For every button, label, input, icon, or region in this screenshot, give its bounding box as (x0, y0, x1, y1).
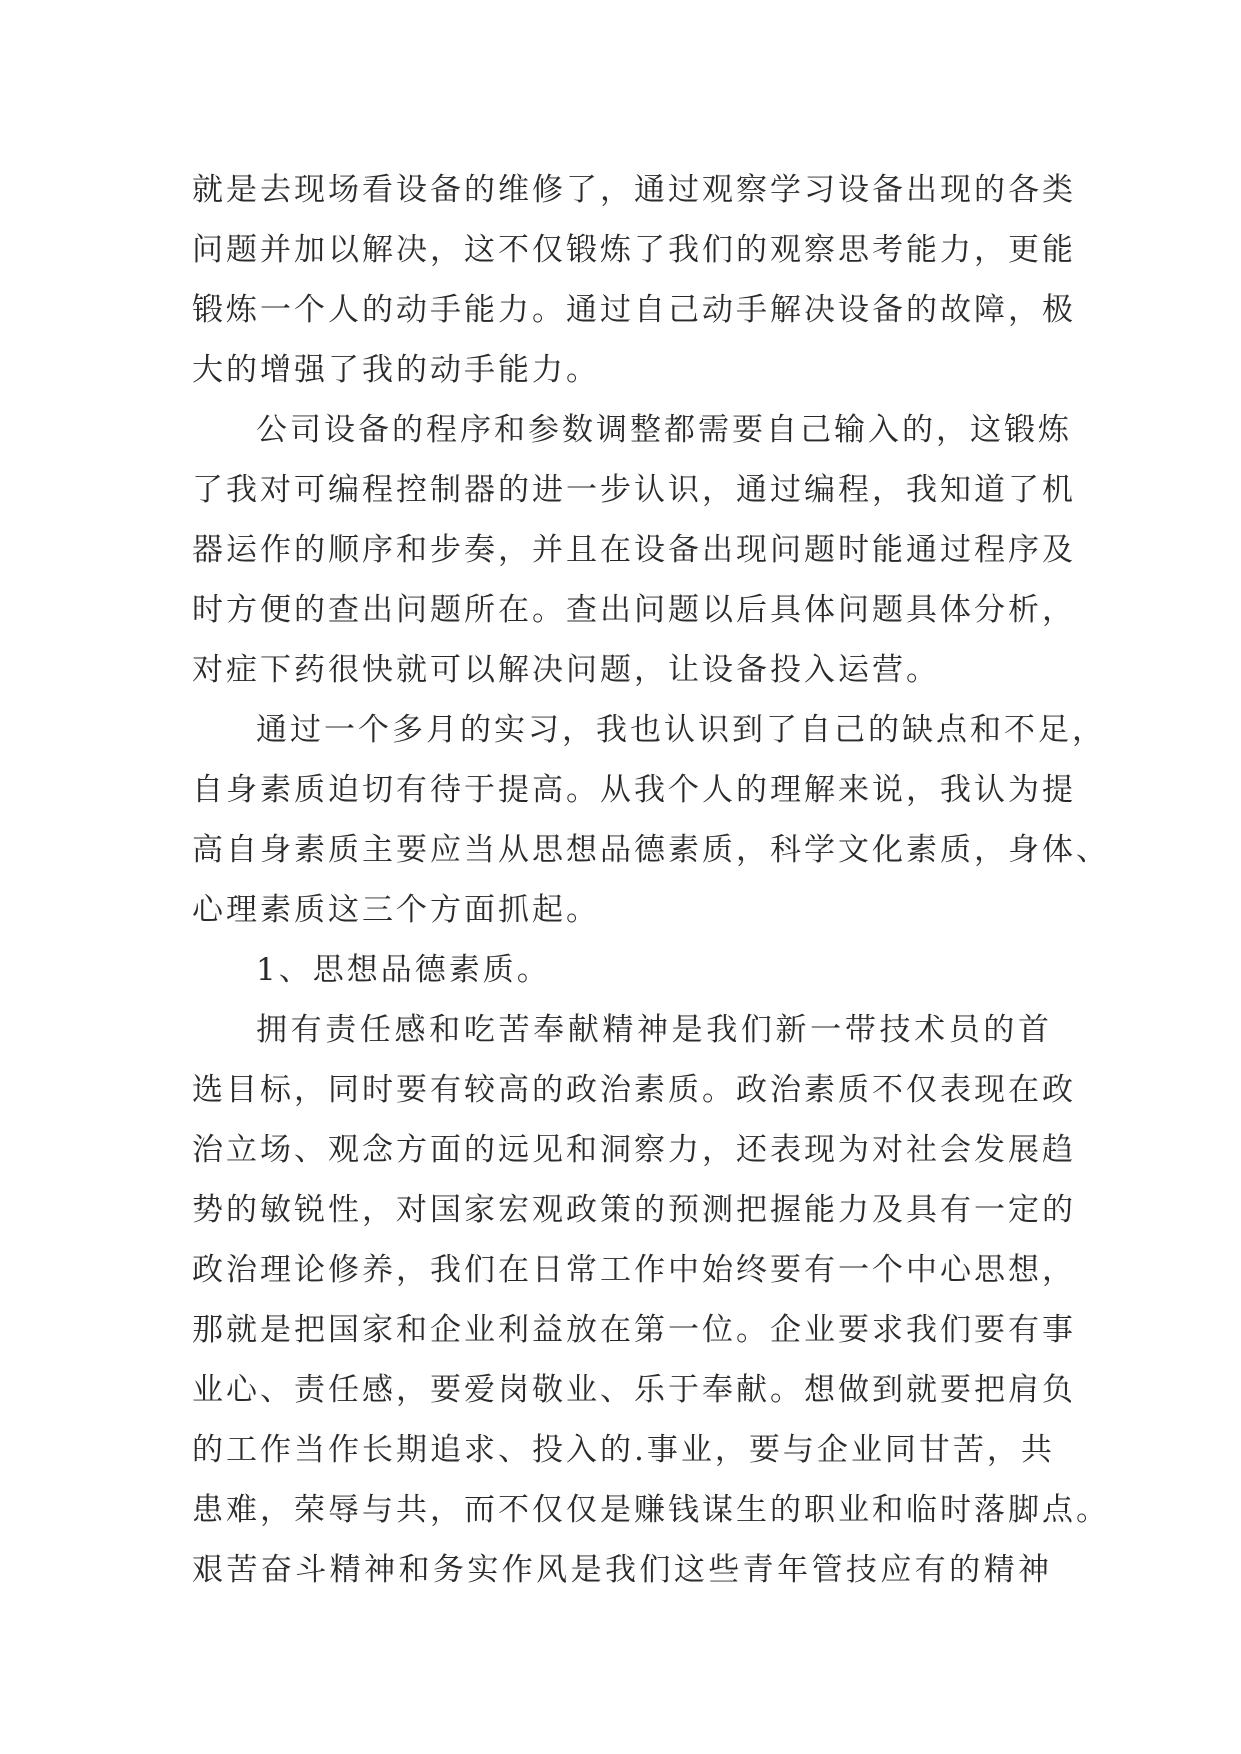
text-line-9: 对症下药很快就可以解决问题，让设备投入运营。 (192, 652, 940, 688)
text-line-18: 势的敏锐性，对国家宏观政策的预测把握能力及具有一定的 (192, 1192, 1076, 1228)
text-line-11: 自身素质迫切有待于提高。从我个人的理解来说，我认为提 (192, 772, 1076, 808)
text-line-21: 业心、责任感，要爱岗敬业、乐于奉献。想做到就要把肩负 (192, 1372, 1076, 1408)
text-line-24: 艰苦奋斗精神和务实作风是我们这些青年管技应有的精神 (192, 1552, 1052, 1588)
text-line-8: 时方便的查出问题所在。查出问题以后具体问题具体分析， (192, 592, 1076, 628)
text-line-4: 大的增强了我的动手能力。 (192, 352, 600, 388)
text-line-22: 的工作当作长期追求、投入的.事业，要与企业同甘苦，共 (192, 1432, 1055, 1468)
text-line-2: 问题并加以解决，这不仅锻炼了我们的观察思考能力，更能 (192, 232, 1076, 268)
text-line-19: 政治理论修养，我们在日常工作中始终要有一个中心思想， (192, 1252, 1076, 1288)
text-line-3: 锻炼一个人的动手能力。通过自己动手解决设备的故障，极 (192, 292, 1076, 328)
text-line-17: 治立场、观念方面的远见和洞察力，还表现为对社会发展趋 (192, 1132, 1076, 1168)
text-line-13: 心理素质这三个方面抓起。 (192, 892, 600, 928)
body-text (192, 160, 1110, 1600)
text-line-5: 公司设备的程序和参数调整都需要自己输入的，这锻炼 (256, 412, 1072, 448)
text-line-12: 高自身素质主要应当从思想品德素质，科学文化素质，身体、 (192, 832, 1110, 868)
text-line-7: 器运作的顺序和步奏，并且在设备出现问题时能通过程序及 (192, 532, 1076, 568)
text-line-6: 了我对可编程控制器的进一步认识，通过编程，我知道了机 (192, 472, 1076, 508)
text-line-16: 选目标，同时要有较高的政治素质。政治素质不仅表现在政 (192, 1072, 1076, 1108)
text-line-15: 拥有责任感和吃苦奉献精神是我们新一带技术员的首 (256, 1012, 1052, 1048)
text-line-10: 通过一个多月的实习，我也认识到了自己的缺点和不足， (256, 712, 1106, 748)
section-heading: 1、思想品德素质。 (256, 952, 551, 988)
text-line-20: 那就是把国家和企业利益放在第一位。企业要求我们要有事 (192, 1312, 1076, 1348)
text-line-1: 就是去现场看设备的维修了，通过观察学习设备出现的各类 (192, 172, 1076, 208)
text-line-23: 患难，荣辱与共，而不仅仅是赚钱谋生的职业和临时落脚点。 (192, 1492, 1110, 1528)
